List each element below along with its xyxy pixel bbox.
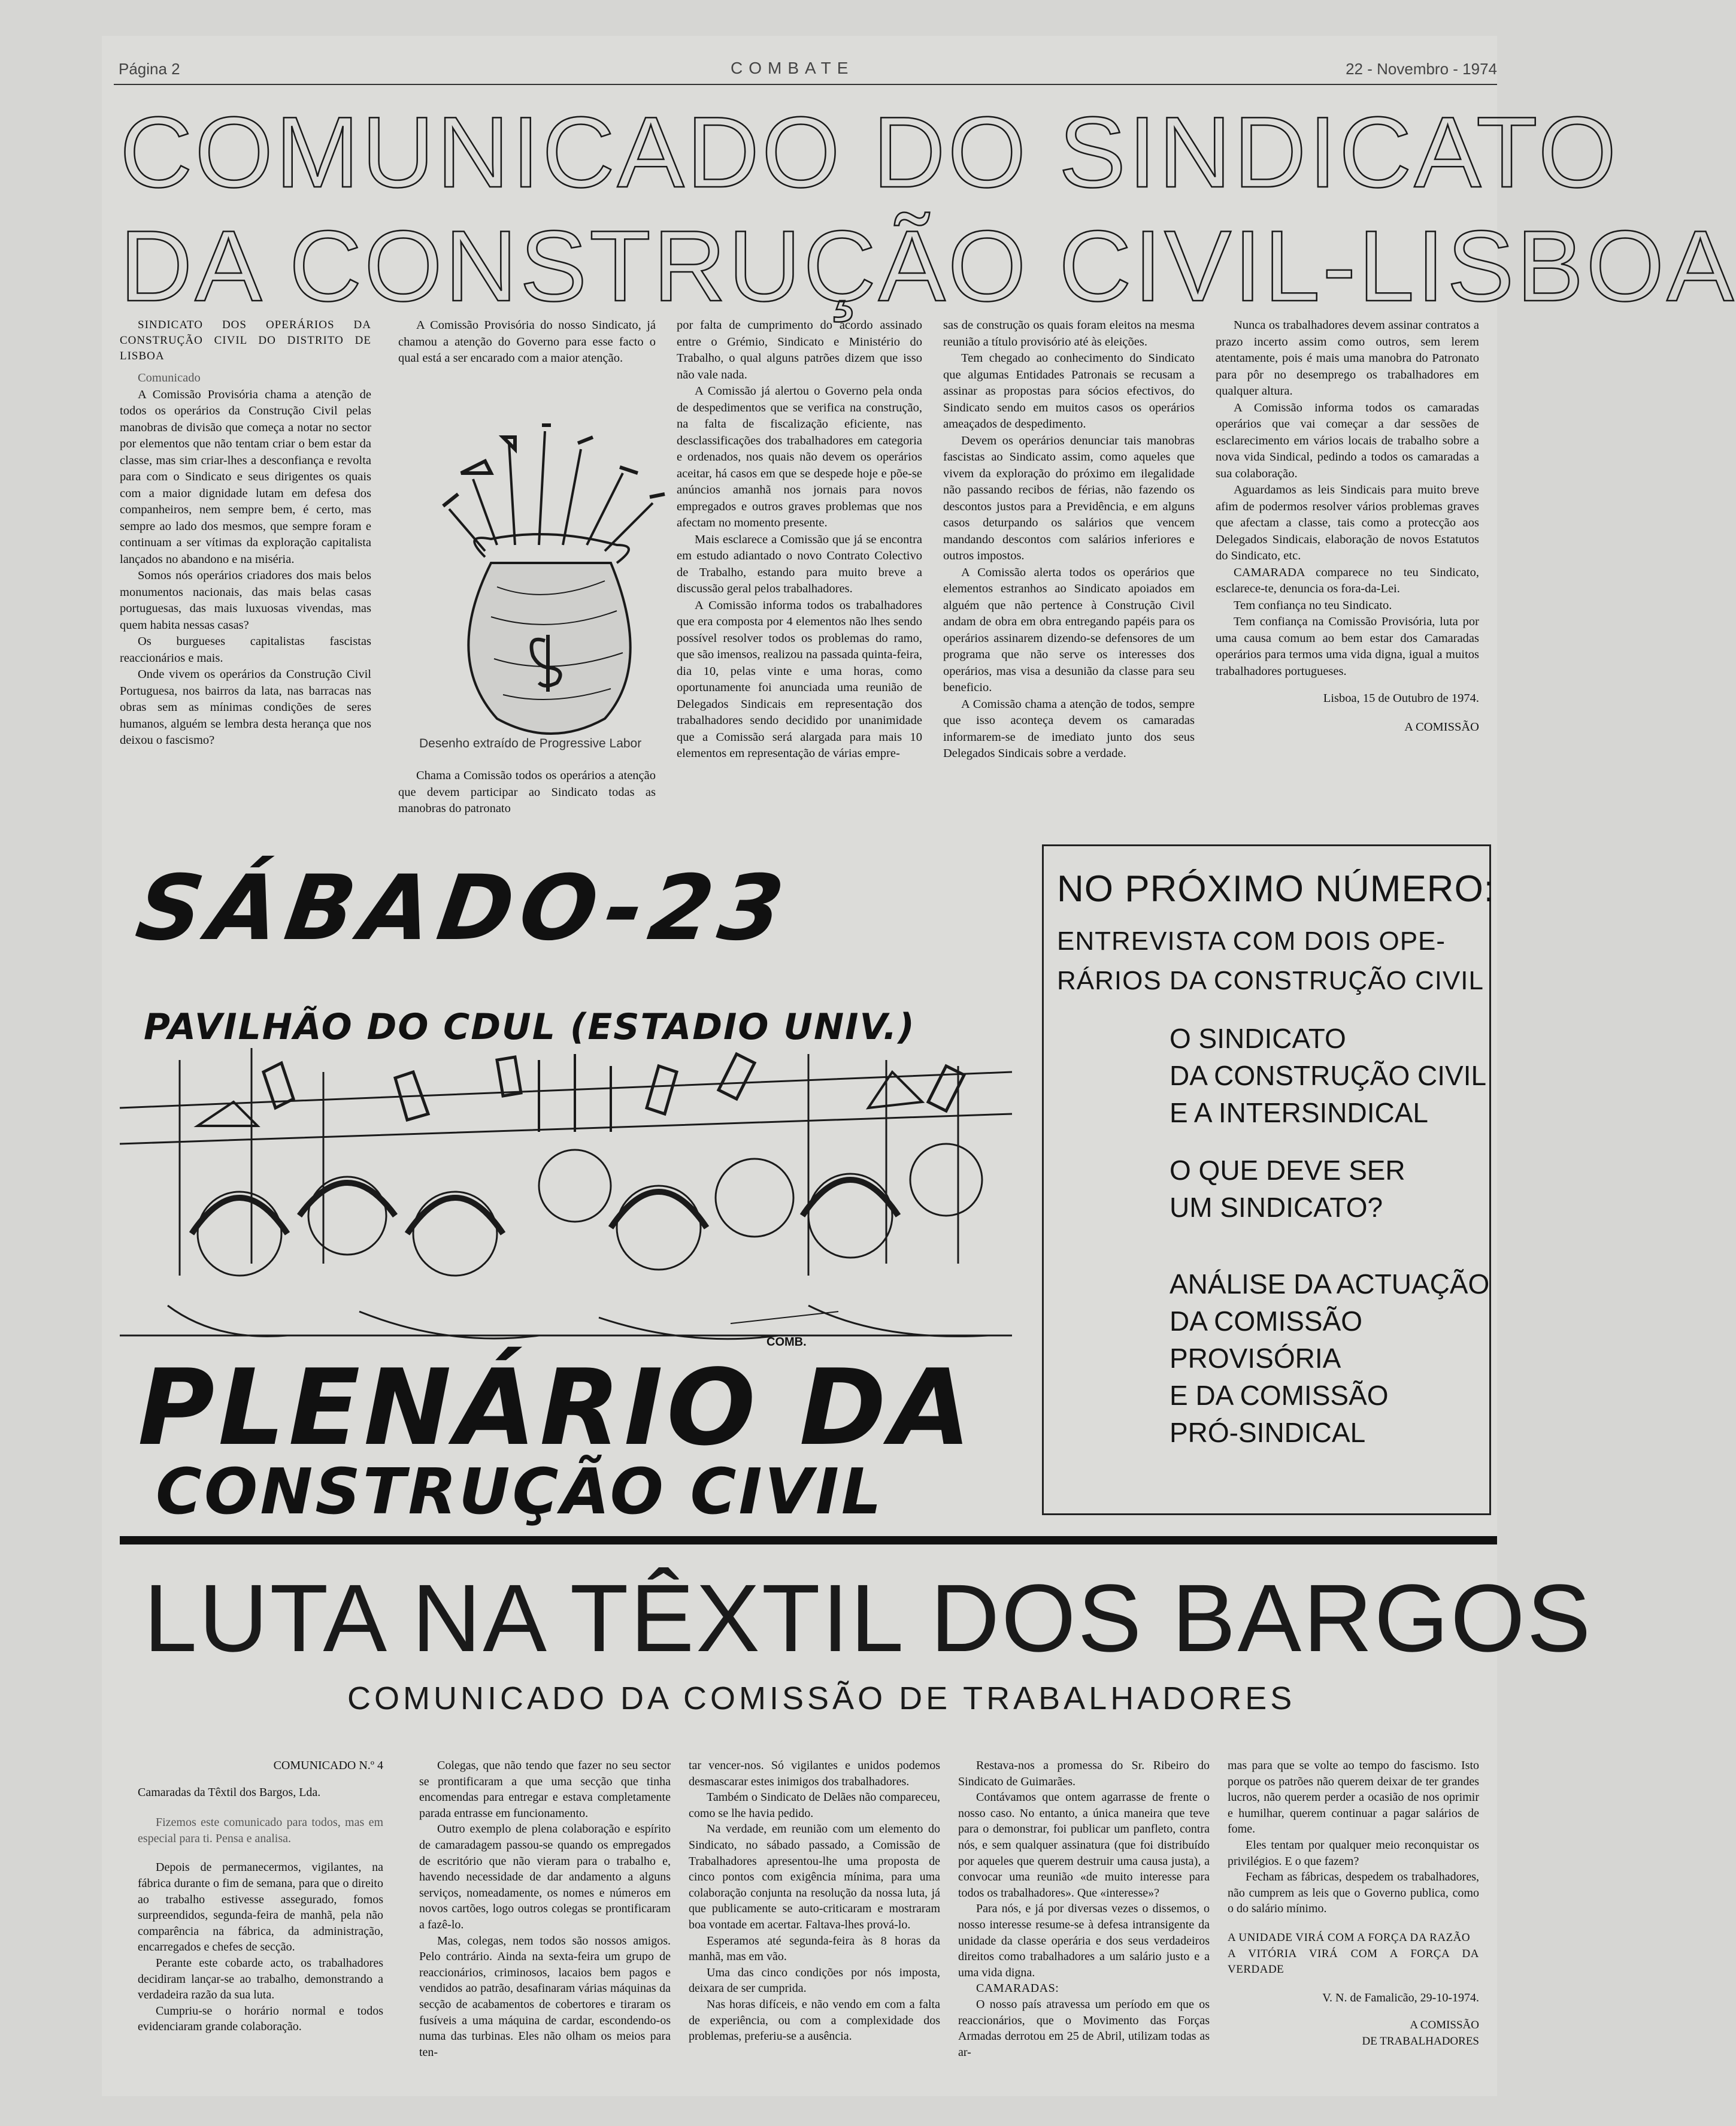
paragraph: A Comissão Provisória chama a atenção de todos os operários da Construção Civil pelas manobras de divisão que começa a notar no sector por elementos que não tentam criar o bem estar da classe, mas sim criar-lhes a desconfiança e revolta para com o Sindicato e seus dirigentes os quais com a maior dignidade lutam em defesa dos companheiros, nem sempre bem, é certo, mas sempre ao lado dos mesmos, que sempre foram e continuam a ser vítimas da exploração capitalista lançados no abandono e na miséria. (120, 387, 371, 566)
article1-col3 (677, 317, 922, 762)
paragraph: A Comissão Provisória do nosso Sindicato, já chamou a atenção do Governo para esse facto o qual está a ser encarado com a maior atenção. (398, 319, 656, 365)
article2-place-date: V. N. de Famalicão, 29-10-1974. (1322, 1991, 1479, 2004)
article1-place-date: Lisboa, 15 de Outubro de 1974. (1323, 692, 1479, 705)
next-issue-line1: ENTREVISTA COM DOIS OPE- (1057, 926, 1446, 956)
paragraph: Tem confiança no teu Sindicato. (1234, 598, 1392, 612)
paragraph: sas de construção os quais foram eleitos na mesma reunião a título provisório até às eleições. (943, 319, 1195, 349)
paragraph: Uma das cinco condições por nós imposta, deixara de ser cumprida. (689, 1966, 940, 1995)
paragraph: Nunca os trabalhadores devem assinar contratos a prazo incerto assim como outros, sem lerem atentamente, pois é mais uma manobra do Patronato para pôr no desemprego os trabalhadores em qualquer altura. (1216, 319, 1479, 398)
paragraph: Devem os operários denunciar tais manobras fascistas ao Sindicato assim, como aqueles que vivem da exploração do próximo em ilegalidade não passando recibos de férias, não fazendo os descontos justos para a Previdência, e em alguns casos deturpando os salários que vencem mandando descontos com salários inferiores e outros impostos. (943, 434, 1195, 562)
article1-signature: A COMISSÃO (1404, 720, 1479, 734)
paragraph: Mas, colegas, nem todos são nossos amigos. Pelo contrário. Ainda na sexta-feira um grupo de reaccionários, criminosos, lacaios bem pagos e vendidos ao patrão, desafinaram várias máquinas da secção de acabamentos de cobertores e tiraram os fusíveis a uma máquina de cardar, escondendo-os numa das turbinas. Eles não olham os meios para ten- (419, 1934, 671, 2059)
addressee: Camaradas da Têxtil dos Bargos, Lda. (138, 1785, 321, 1799)
running-header (102, 60, 1497, 84)
paragraph: CAMARADA comparece no teu Sindicato, esclarece-te, denuncia os fora-da-Lei. (1216, 565, 1479, 595)
paragraph: Para nós, e já por diversas vezes o dissemos, o nosso interesse resume-se à defesa intransigente da unidade da classe operária e dos seus verdadeiros direitos como trabalhadores a um salário justo e a uma vida digna. (958, 1902, 1210, 1979)
paragraph: A Comissão informa todos os trabalhadores que era composta por 4 elementos não lhes sendo possível resolver todos os problemas do ramo, que são imensos, realizou na passada quinta-feira, dia 10, pelas vinte e uma horas, como oportunamente foi anunciada uma reunião de Delegados Sindicais em representação dos trabalhadores sendo decidido por unanimidade que a Comissão será alargada para mais 10 elementos em representação de várias empre- (677, 598, 922, 760)
article1-col2-top (398, 317, 656, 367)
paragraph: Perante este cobarde acto, os trabalhadores decidiram lançar-se ao trabalho, demonstrando a verdadeira razão da sua luta. (138, 1956, 383, 2002)
paragraph: Chama a Comissão todos os operários a atenção que devem participar ao Sindicato todas as manobras do patronato (398, 769, 656, 815)
headline-line1: COMUNICADO DO SINDICATO (120, 96, 1619, 208)
article1-col5 (1216, 317, 1479, 735)
poster-title-line1: PLENÁRIO DA (138, 1347, 975, 1469)
article1-col2-bottom (398, 768, 656, 817)
article1-subheading: Comunicado (138, 371, 201, 384)
paragraph: Também o Sindicato de Delães não compareceu, como se lhe havia pedido. (689, 1791, 940, 1820)
paragraph: Na verdade, em reunião com um elemento do Sindicato, no sábado passado, a Comissão de Trabalhadores apresentou-lhe uma proposta de cinco pontos com exigência mínima, para uma colaboração conjunta na resolução da nossa luta, já que publicamente se auto-criticaram e mostraram boa vontade em acertar. Faltava-lhes prová-lo. (689, 1822, 940, 1931)
paragraph: Nas horas difíceis, e não vendo em com a falta de experiência, ou com a complexidade dos problemas, preferiu-se a ausência. (689, 1997, 940, 2043)
paragraph: A Comissão alerta todos os operários que elementos estranhos ao Sindicato apoiados em alguém que não pertence à Construção Civil andam de obra em obra entregando papéis para os operários assinarem dizendo-se defensores de um programa que não serve os interesses dos operários, mas visa a desunião da classe para seu beneficio. (943, 565, 1195, 694)
article2-col1 (138, 1758, 383, 2035)
next-issue-item: PROVISÓRIA (1170, 1343, 1341, 1374)
paragraph: Fecham as fábricas, despedem os trabalhadores, não cumprem as leis que o Governo publica, como o do salário mínimo. (1228, 1870, 1479, 1916)
poster-title-line2: CONSTRUÇÃO CIVIL (156, 1455, 884, 1528)
article2-col3 (689, 1758, 940, 2045)
paragraph: Mais esclarece a Comissão que já se encontra em estudo adiantado o novo Contrato Colectivo de Trabalho, estando para muito breve a discussão geral pelos trabalhadores. (677, 532, 922, 595)
paragraph: por falta de cumprimento do acordo assinado entre o Grémio, Sindicato e Ministério do Trabalho, o qual alguns patrões dizem que isso não vale nada. (677, 319, 922, 381)
paragraph: mas para que se volte ao tempo do fascismo. Isto porque os patrões não querem deixar de ter grandes lucros, não querem perder a ocasião de nos oprimir e humilhar, querem continuar a pagar salários de fome. (1228, 1759, 1479, 1836)
article2-signature: DE TRABALHADORES (1362, 2034, 1479, 2048)
drawing-caption: Desenho extraído de Progressive Labor (419, 737, 642, 750)
next-issue-item: PRÓ-SINDICAL (1170, 1417, 1366, 1448)
money-bag-tools-drawing (425, 407, 677, 743)
paragraph: Depois de permanecermos, vigilantes, na fábrica durante o fim de semana, para que o direito ao trabalho estivesse assegurado, fomos surpreendidos, segunda-feira de manhã, pela não comparência na fábrica, da administração, encarregados e chefes de secção. (138, 1861, 383, 1954)
paragraph: Eles tentam por qualquer meio reconquistar os privilégios. E o que fazem? (1228, 1838, 1479, 1868)
section-rule (120, 1536, 1497, 1544)
paragraph: Tem chegado ao conhecimento do Sindicato que algumas Entidades Patronais se recusam a assinar as propostas para sócios efectivos, do Sindicato sendo em muitos casos os operários ameaçados de despedimento. (943, 352, 1195, 431)
page-number: Página 2 (119, 60, 180, 78)
slogan: A UNIDADE VIRÁ COM A FORÇA DA RAZÃO (1228, 1931, 1471, 1944)
article2-signature: A COMISSÃO (1410, 2019, 1479, 2032)
next-issue-item: DA COMISSÃO (1170, 1306, 1363, 1337)
article1-col4 (943, 317, 1195, 762)
paragraph: A Comissão já alertou o Governo pela onda de despedimentos que se verifica na construção, na falta de fiscalização eficiente, nas desclassificações dos trabalhadores em categoria e ordenados, nos quais não devem os operários aceitar, há casos em que se despede hoje e põe-se anúncios amanhã nos jornais para novos empregados e outros graves problemas que nos afectam no momento presente. (677, 384, 922, 529)
header-rule (114, 84, 1497, 85)
paragraph: Cumpriu-se o horário normal e todos evidenciaram grande colaboração. (138, 2004, 383, 2034)
poster-credit: COMB. (766, 1335, 807, 1349)
paragraph: Colegas, que não tendo que fazer no seu sector se prontificaram a que uma secção que tinha encomendas para entregar e estava completamente parada entrasse em funcionamento. (419, 1759, 671, 1820)
masthead: COMBATE (731, 59, 855, 77)
article1-heading: SINDICATO DOS OPERÁRIOS DA CONSTRUÇÃO CIVIL DO DISTRITO DE LISBOA (120, 319, 371, 362)
next-issue-item: UM SINDICATO? (1170, 1192, 1383, 1223)
article2-col5 (1228, 1758, 1479, 2050)
article2-subtitle: COMUNICADO DA COMISSÃO DE TRABALHADORES (347, 1680, 1296, 1716)
article2-col2 (419, 1758, 671, 2060)
paragraph: Onde vivem os operários da Construção Civil Portuguesa, nos bairros da lata, nas barracas nas obras sem as mínimas condições de seres humanos, alguém se lembra desta herança que nos deixou o fascismo? (120, 668, 371, 747)
paragraph: Aguardamos as leis Sindicais para muito breve afim de podermos resolver vários problemas graves que afectam a classe, tais como a protecção aos Delegados Sindicais, elaboração de novos Estatutos do Sindicato, etc. (1216, 483, 1479, 562)
paragraph: Esperamos até segunda-feira às 8 horas da manhã, mas em vão. (689, 1934, 940, 1964)
next-issue-item: ANÁLISE DA ACTUAÇÃO (1170, 1268, 1490, 1300)
next-issue-item: O QUE DEVE SER (1170, 1155, 1405, 1186)
headline-line2: DA CONSTRUÇÃO CIVIL-LISBOA (120, 210, 1736, 322)
poster-venue: PAVILHÃO DO CDUL (ESTADIO UNIV.) (144, 1006, 916, 1048)
plenary-poster (120, 856, 1012, 1527)
paragraph: tar vencer-nos. Só vigilantes e unidos podemos desmascarar estes inimigos dos trabalhadores. (689, 1759, 940, 1788)
paragraph: Tem confiança na Comissão Provisória, luta por uma causa comum ao bem estar dos Camaradas operários para termos uma vida digna, igual a muitos trabalhadores portugueses. (1216, 615, 1479, 678)
paragraph: A Comissão informa todos os camaradas operários que vai começar a dar sessões de esclarecimento em vários locais de trabalho sobre a nova vida Sindical, pedindo a todos os camaradas a sua colaboração. (1216, 401, 1479, 480)
slogan: A VITÓRIA VIRÁ COM A FORÇA DA VERDADE (1228, 1947, 1479, 1976)
paragraph: Os burgueses capitalistas fascistas reaccionários e mais. (120, 635, 371, 665)
paragraph: O nosso país atravessa um período em que os reaccionários, que o Movimento das Forças Armadas derrotou em 25 de Abril, utilizam todas as ar- (958, 1997, 1210, 2059)
paragraph: Contávamos que ontem agarrasse de frente o nosso caso. No entanto, a única maneira que teve para o demonstrar, foi publicar um panfleto, contra nós, e sem qualquer assinatura (que foi distribuído por aqueles que querem destruir uma causa justa), a convocar uma reunião «de muito interesse para todos os trabalhadores». Que «interesse»? (958, 1791, 1210, 1900)
paragraph: A Comissão chama a atenção de todos, sempre que isso aconteça devem os camaradas informarem-se de imediato junto dos seus Delegados Sindicais sobre a verdade. (943, 697, 1195, 760)
article2-col4 (958, 1758, 1210, 2060)
newspaper-page (102, 36, 1736, 2096)
note: Fizemos este comunicado para todos, mas em especial para ti. Pensa e analisa. (138, 1816, 383, 1845)
issue-date: 22 - Novembro - 1974 (1346, 60, 1497, 78)
paragraph: Outro exemplo de plena colaboração e espírito de camaradagem passou-se quando os empregados de escritório que não vieram para o trabalho e, havendo necessidade de dar andamento a alguns serviços, nomeadamente, os nomes e números em novos cartões, logo outros colegas se prontificaram a fazê-lo. (419, 1822, 671, 1931)
next-issue-item: E DA COMISSÃO (1170, 1380, 1389, 1411)
paragraph: Restava-nos a promessa do Sr. Ribeiro do Sindicato de Guimarães. (958, 1759, 1210, 1788)
article1-col1 (120, 317, 371, 749)
next-issue-item: E A INTERSINDICAL (1170, 1097, 1429, 1128)
next-issue-box (1042, 844, 1495, 1515)
next-issue-item: O SINDICATO (1170, 1023, 1346, 1054)
poster-date: SÁBADO-23 (130, 856, 797, 961)
next-issue-line2: RÁRIOS DA CONSTRUÇÃO CIVIL (1057, 966, 1484, 995)
paragraph: Somos nós operários criadores dos mais belos monumentos nacionais, das mais belas casas portuguesas, das mais luxuosas vivendas, mas quem habita nessas casas? (120, 569, 371, 632)
comunicado-number: COMUNICADO N.º 4 (273, 1759, 383, 1772)
next-issue-title: NO PRÓXIMO NÚMERO: (1057, 868, 1495, 910)
next-issue-item: DA CONSTRUÇÃO CIVIL (1170, 1060, 1487, 1091)
paragraph: CAMARADAS: (976, 1982, 1059, 1995)
article2-title: LUTA NA TÊXTIL DOS BARGOS (144, 1564, 1593, 1671)
workers-protest-drawing (120, 1036, 1012, 1353)
